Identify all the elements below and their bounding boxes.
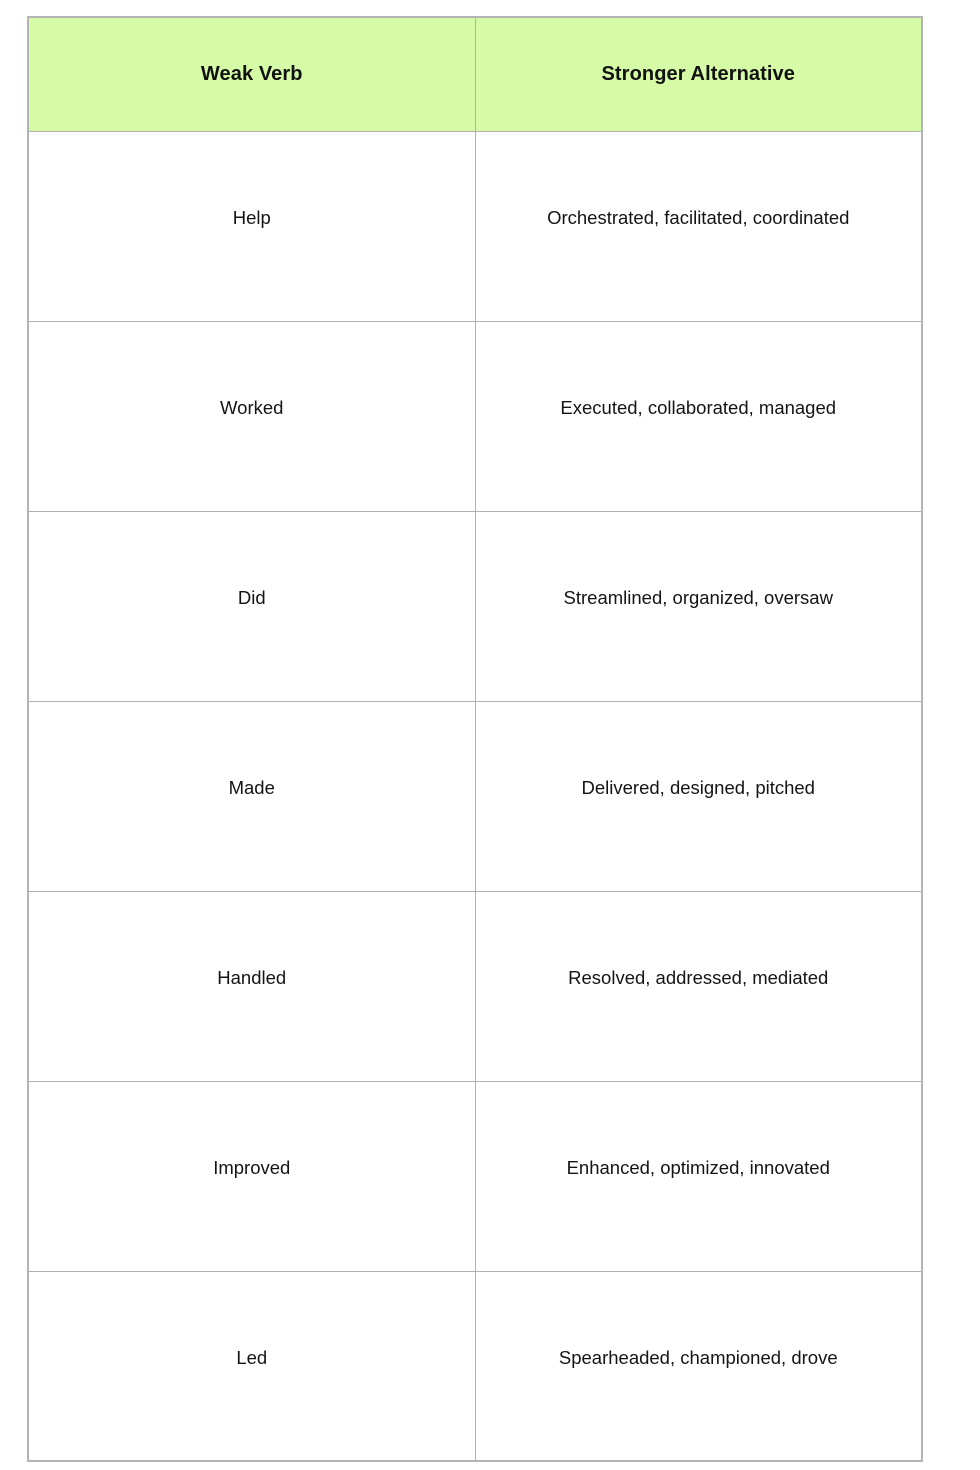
table-row xyxy=(28,1271,922,1461)
cell-weak-verb xyxy=(28,1081,475,1271)
cell-stronger-alternative xyxy=(475,131,922,321)
cell-stronger-alternative xyxy=(475,1271,922,1461)
cell-weak-verb xyxy=(28,511,475,701)
weak-verb-text: Improved xyxy=(213,1156,291,1178)
table-row xyxy=(28,131,922,321)
table-header xyxy=(28,17,922,131)
cell-weak-verb xyxy=(28,701,475,891)
weak-verb-comparison-table xyxy=(27,16,923,1462)
stronger-alternative-text: Streamlined, organized, oversaw xyxy=(563,586,833,608)
weak-verb-text: Made xyxy=(228,776,275,798)
cell-stronger-alternative xyxy=(475,511,922,701)
weak-verb-text: Handled xyxy=(217,966,287,988)
stronger-alternative-text: Delivered, designed, pitched xyxy=(581,776,815,798)
weak-verb-text: Led xyxy=(236,1346,268,1368)
table-row xyxy=(28,891,922,1081)
cell-stronger-alternative xyxy=(475,891,922,1081)
cell-weak-verb xyxy=(28,891,475,1081)
stronger-alternative-text: Spearheaded, championed, drove xyxy=(558,1346,838,1368)
table-row xyxy=(28,321,922,511)
column-header-weak-verb: Weak Verb xyxy=(28,17,475,131)
cell-stronger-alternative xyxy=(475,701,922,891)
cell-weak-verb xyxy=(28,321,475,511)
verb-table-container xyxy=(27,16,923,1450)
weak-verb-text: Help xyxy=(232,206,271,228)
cell-stronger-alternative xyxy=(475,321,922,511)
weak-verb-text: Did xyxy=(237,586,266,608)
stronger-alternative-text: Enhanced, optimized, innovated xyxy=(566,1156,830,1178)
weak-verb-text: Worked xyxy=(220,396,284,418)
table-body xyxy=(28,131,922,1461)
stronger-alternative-text: Executed, collaborated, managed xyxy=(560,396,837,418)
stronger-alternative-text: Orchestrated, facilitated, coordinated xyxy=(547,206,850,228)
column-header-stronger-alternative: Stronger Alternative xyxy=(475,17,922,131)
table-header-row xyxy=(28,17,922,131)
cell-weak-verb xyxy=(28,1271,475,1461)
cell-weak-verb xyxy=(28,131,475,321)
cell-stronger-alternative xyxy=(475,1081,922,1271)
stronger-alternative-text: Resolved, addressed, mediated xyxy=(568,966,829,988)
table-row xyxy=(28,511,922,701)
table-row xyxy=(28,701,922,891)
table-row xyxy=(28,1081,922,1271)
